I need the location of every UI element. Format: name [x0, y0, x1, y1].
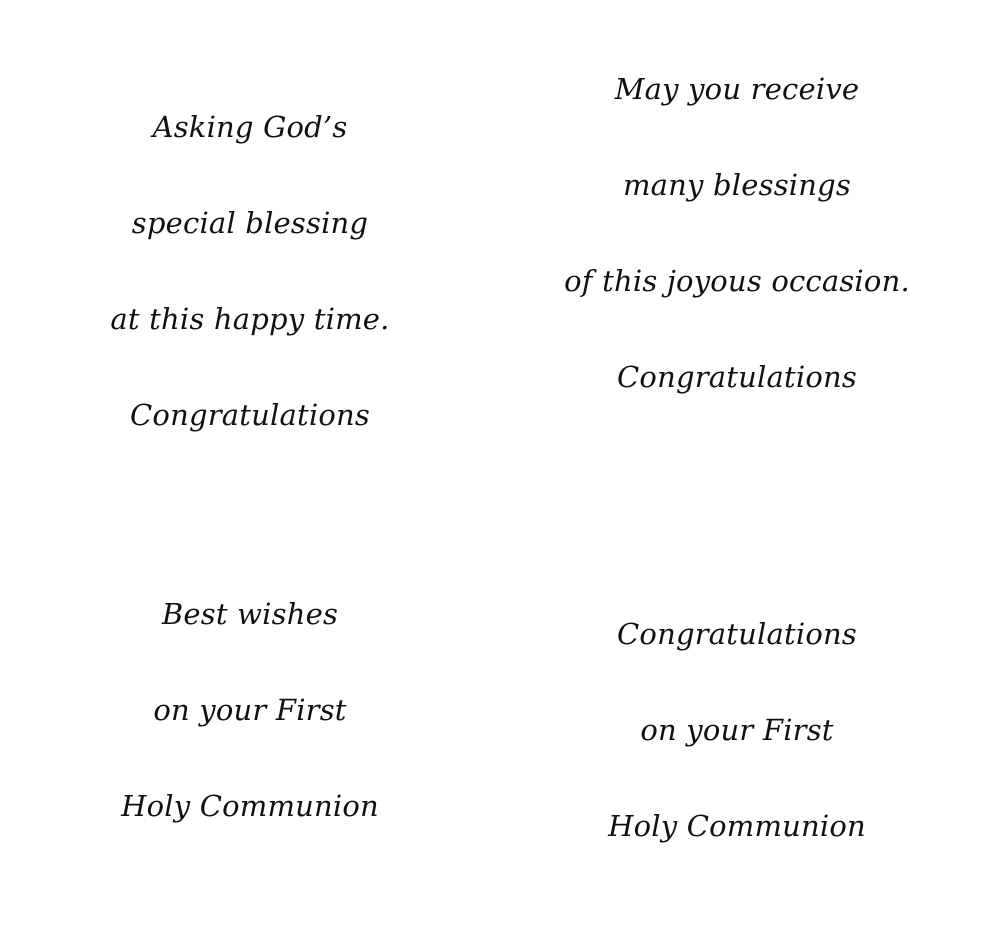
verse-line: on your First	[153, 693, 347, 727]
verse-line: Congratulations	[617, 617, 857, 651]
verse-line: May you receive	[614, 72, 860, 106]
verse-line: Holy Communion	[121, 789, 379, 823]
verse-line: at this happy time.	[110, 302, 390, 336]
verse-top-right	[487, 72, 987, 459]
verse-line: on your First	[640, 713, 834, 747]
verse-line: Holy Communion	[608, 809, 866, 843]
verse-line: special blessing	[131, 206, 369, 240]
verse-line: many blessings	[622, 168, 852, 202]
verse-line: Best wishes	[161, 597, 339, 631]
verse-top-left	[0, 110, 500, 497]
verse-bottom-left	[0, 597, 500, 888]
verse-line: Congratulations	[617, 360, 857, 394]
verse-line: Congratulations	[130, 398, 370, 432]
verse-bottom-right	[487, 617, 987, 908]
verse-line: of this joyous occasion.	[564, 264, 910, 298]
verse-line: Asking God’s	[152, 110, 348, 144]
